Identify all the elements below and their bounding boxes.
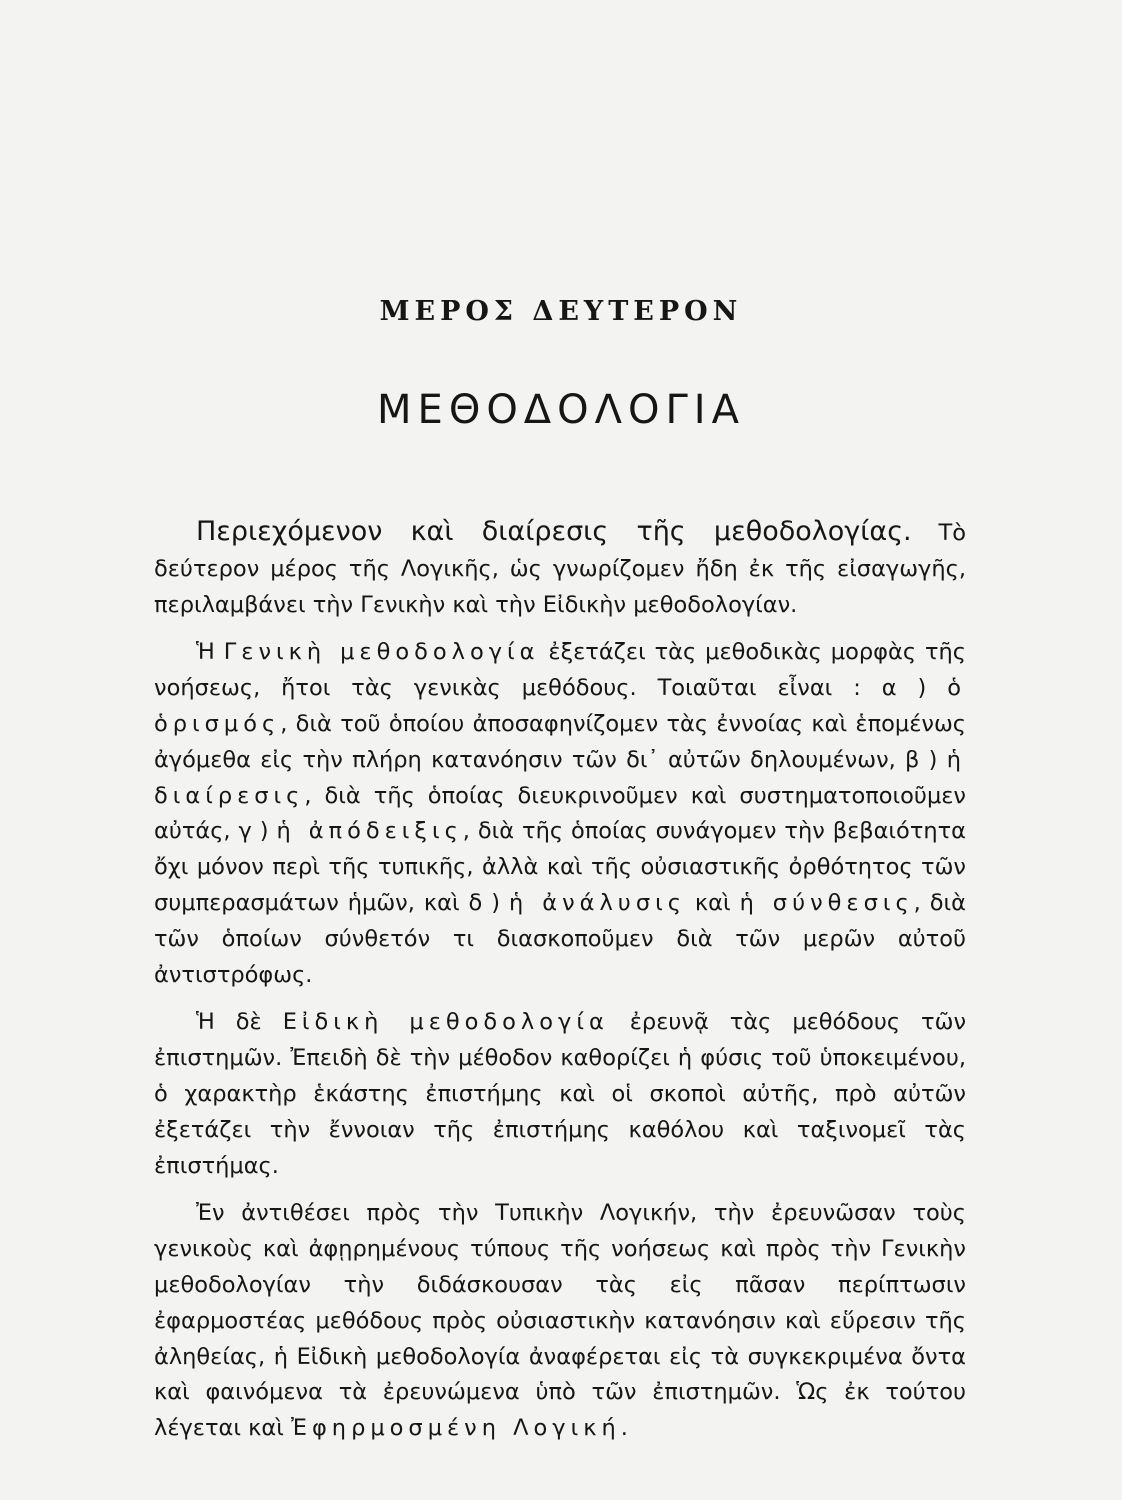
text-run: ἐξετάζει τὰς μεθοδικὰς μορφὰς τῆς νοήσεως, ἤτοι τὰς γενικὰς μεθόδους. Τοιαῦται εἶναι : α ) — [154, 639, 967, 702]
spaced-term: ἡ διαίρεσις — [154, 746, 966, 809]
spaced-term: Γενικὴ μεθοδολογία — [223, 639, 540, 666]
spaced-term: ἡ σύνθεσις — [739, 889, 914, 916]
text-run: , διὰ τῆς ὁποίας διευκρινοῦμεν καὶ συστηματοποιοῦμεν αὐτάς, γ ) — [154, 782, 966, 845]
paragraph-intro — [154, 514, 966, 623]
text-run: , διὰ τῶν ὁποίων σύνθετόν τι διασκοποῦμεν διὰ τῶν μερῶν αὐτοῦ ἀντιστρόφως. — [154, 889, 967, 988]
chapter-title: ΜΕΘΟΔΟΛΟΓΙΑ — [377, 387, 745, 433]
text-run: Ἡ — [196, 639, 224, 666]
spaced-term: Εἰδικὴ μεθοδολογία — [282, 1009, 609, 1036]
spaced-term: ὁ ὁρισμός — [154, 675, 966, 737]
section-lead-title: Περιεχόμενον καὶ διαίρεσις τῆς μεθοδολογίας. — [196, 516, 912, 547]
paragraph-applied-logic — [154, 1196, 966, 1447]
body-text — [154, 514, 966, 1459]
text-run: , διὰ τοῦ ὁποίου ἀποσαφηνίζομεν τὰς ἐννοίας καὶ ἑπομένως ἀγόμεθα εἰς τὴν πλήρη κατανόησιν τῶν δι᾽ αὐτῶν δηλουμένων, β ) — [154, 710, 966, 773]
paragraph-text: Τὸ δεύτερον μέρος τῆς Λογικῆς, ὡς γνωρίζομεν ἤδη ἐκ τῆς εἰσαγωγῆς, περιλαμβάνει τὴν Γενικὴν καὶ τὴν Εἰδικὴν μεθοδολογίαν. — [154, 520, 966, 618]
part-heading: ΜΕΡΟΣ ΔΕΥΤΕΡΟΝ — [379, 296, 743, 327]
spaced-term: ἡ ἀπόδειξις — [276, 818, 463, 845]
paragraph-special-methodology — [154, 1005, 966, 1184]
text-run: . — [620, 1415, 628, 1442]
spaced-term: ἡ ἀνάλυσις — [509, 889, 686, 916]
text-run: Ἐν ἀντιθέσει πρὸς τὴν Τυπικὴν Λογικήν, τὴν ἐρευνῶσαν τοὺς γενικοὺς καὶ ἀφῃρημένους τύπους τῆς νοήσεως καὶ πρὸς τὴν Γενικὴν μεθοδολογίαν τὴν διδάσκουσαν τὰς εἰς πᾶσαν περίπτωσιν ἐφαρμοστέας μεθόδους πρὸς οὐσιαστικὴν κατανόησιν καὶ εὕρεσιν τῆς ἀληθείας, ἡ Εἰδικὴ μεθοδολογία ἀναφέρεται εἰς τὰ συγκεκριμένα ὄντα καὶ φαινόμενα τὰ ἐρευνώμενα ὑπὸ τῶν ἐπιστημῶν. Ὡς ἐκ τούτου λέγεται καὶ — [154, 1200, 966, 1442]
text-run: ἐρευνᾷ τὰς μεθόδους τῶν ἐπιστημῶν. Ἐπειδὴ δὲ τὴν μέθοδον καθορίζει ἡ φύσις τοῦ ὑποκειμένου, ὁ χαρακτὴρ ἑκάστης ἐπιστήμης καὶ οἱ σκοποὶ αὐτῆς, πρὸ αὐτῶν ἐξετάζει τὴν ἔννοιαν τῆς ἐπιστήμης καθόλου καὶ ταξινομεῖ τὰς ἐπιστήμας. — [154, 1009, 967, 1179]
text-run: , διὰ τῆς ὁποίας συνάγομεν τὴν βεβαιότητα ὄχι μόνον περὶ τῆς τυπικῆς, ἀλλὰ καὶ τῆς οὐσιαστικῆς ὀρθότητος τῶν συμπερασμάτων ἡμῶν, καὶ δ ) — [154, 818, 966, 916]
text-run: καὶ — [685, 889, 740, 916]
spaced-term: Ἐφηρμοσμένη Λογική — [290, 1415, 621, 1442]
text-run: Ἡ δὲ — [196, 1009, 283, 1036]
paragraph-general-methodology — [154, 635, 966, 993]
